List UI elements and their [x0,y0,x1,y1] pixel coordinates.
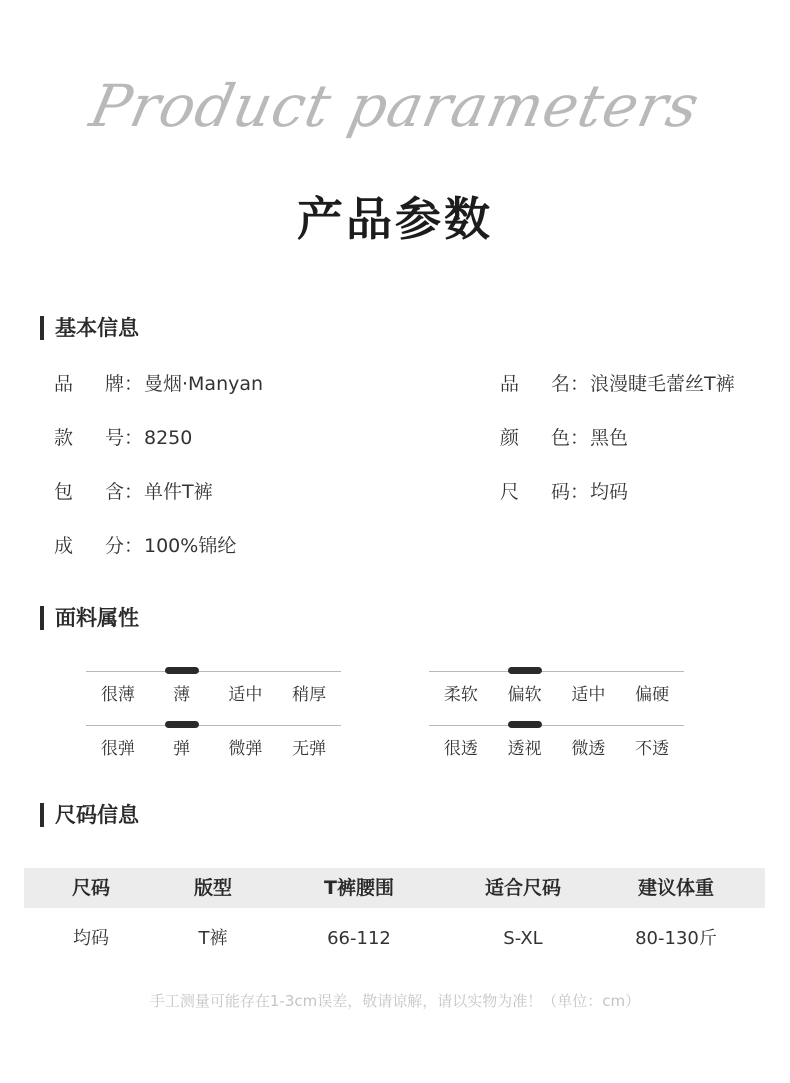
table-header-cell: 建议体重 [637,877,714,899]
scale-label: 很透 [443,739,478,759]
info-value: 100%锦纶 [144,535,237,557]
info-colon: ： [570,373,590,395]
info-value: 黑色 [590,427,629,449]
info-value: 8250 [144,427,193,449]
table-header-cell: 版型 [193,877,232,899]
table-header-cell: 尺码 [71,877,110,899]
fabric-scale-elasticity [86,725,341,765]
scale-label: 无弹 [292,739,327,759]
info-value: 浪漫睫毛蕾丝T裤 [590,373,735,395]
info-key-char: 号 [105,427,125,449]
table-header-cell: 适合尺码 [484,877,561,899]
info-colon: ： [124,373,144,395]
info-value: 均码 [590,481,629,503]
info-value: 曼烟·Manyan [144,373,264,395]
scale-label: 偏硬 [635,685,670,705]
info-key-char: 分 [105,535,125,557]
table-cell: 80-130斤 [635,928,717,949]
scale-line [429,671,684,672]
basic-info-grid [0,366,790,586]
scale-label: 稍厚 [292,685,327,705]
info-key-char: 品 [500,373,520,395]
scale-marker [508,667,542,674]
scale-marker [165,721,199,728]
scale-label: 薄 [173,685,191,705]
scale-label: 透视 [507,739,542,759]
info-colon: ： [570,481,590,503]
scale-line [86,671,341,672]
page-title: 产品参数 [297,192,493,246]
table-row [24,908,765,968]
info-colon: ： [570,427,590,449]
section-title-basic-info: 基本信息 [40,316,139,340]
table-cell: 66-112 [327,928,391,949]
scale-label: 微透 [571,739,606,759]
info-colon: ： [124,535,144,557]
scale-label: 适中 [228,685,263,705]
measurement-footnote: 手工测量可能存在1-3cm误差，敬请谅解，请以实物为准！（单位：cm） [149,992,641,1010]
scale-line [429,725,684,726]
section-title-fabric: 面料属性 [40,606,139,630]
info-key-char: 名 [551,373,571,395]
fabric-scale-transparency [429,725,684,765]
table-cell: 均码 [73,928,109,949]
info-colon: ： [124,481,144,503]
info-key-char: 颜 [500,427,520,449]
info-key-char: 尺 [500,481,520,503]
scale-marker [508,721,542,728]
info-key-char: 牌 [105,373,125,395]
info-colon: ： [124,427,144,449]
table-cell: S-XL [503,928,543,949]
fabric-scale-softness [429,671,684,711]
info-key-char: 品 [54,373,74,395]
info-row [0,528,790,564]
scale-label: 柔软 [443,685,478,705]
scale-label: 很弹 [100,739,135,759]
table-header-row [24,868,765,908]
scale-label: 很薄 [100,685,135,705]
scale-label: 不透 [635,739,670,759]
info-key-char: 含 [105,481,125,503]
scale-line [86,725,341,726]
table-cell: T裤 [198,928,228,949]
info-key-char: 包 [54,481,74,503]
info-value: 单件T裤 [144,481,213,503]
script-title: Product parameters [84,72,706,140]
scale-label: 偏软 [507,685,542,705]
scale-label: 微弹 [228,739,263,759]
scale-marker [165,667,199,674]
scale-label: 弹 [173,739,191,759]
info-row [0,366,790,402]
info-key-char: 色 [551,427,571,449]
info-key-char: 款 [54,427,74,449]
info-key-char: 成 [54,535,74,557]
info-row [0,474,790,510]
size-table [24,868,765,968]
info-key-char: 码 [551,481,571,503]
table-header-cell: T裤腰围 [324,877,394,899]
section-title-size-info: 尺码信息 [40,803,139,827]
info-row [0,420,790,456]
scale-label: 适中 [571,685,606,705]
fabric-scale-thickness [86,671,341,711]
